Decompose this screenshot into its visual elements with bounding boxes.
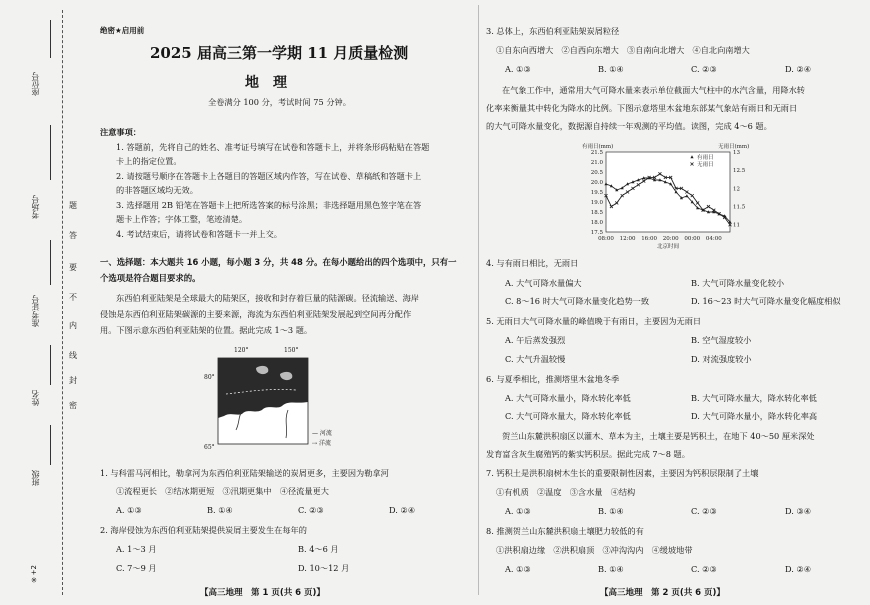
q7-choice-b[interactable]: B. ①④ xyxy=(598,506,624,516)
passage-line: 的大气可降水量变化，数据源自持续一年观测的平均值。读图，完成 4～6 题。 xyxy=(486,121,772,131)
exam-room-label: 考场号 xyxy=(31,195,40,219)
legend-label-2: 无雨日 xyxy=(697,162,714,168)
subject-title: 地 理 xyxy=(245,75,287,91)
q6-stem: 6. 与夏季相比，推测塔里木盆地冬季 xyxy=(486,374,620,384)
q4-choice-c[interactable]: C. 8～16 时大气可降水量变化趋势一致 xyxy=(505,296,650,306)
corner-note: ※+2 xyxy=(30,565,38,584)
notes-line: 题卡上作答；字体工整，笔迹清楚。 xyxy=(116,214,248,224)
passage-line: 东西伯利亚陆架是全球最大的陆架区，接收和封存着巨量的陆源碳。径流输送、海岸 xyxy=(116,293,419,303)
seal-char: 内 xyxy=(69,321,77,330)
q8-options: ①洪积扇边缘 ②洪积扇顶 ③冲沟沟内 ④缓坡地带 xyxy=(496,545,693,555)
q4-choice-d[interactable]: D. 16～23 时大气可降水量变化幅度相似 xyxy=(691,296,841,306)
q8-choice-b[interactable]: B. ①④ xyxy=(598,564,624,574)
q3-choice-b[interactable]: B. ①④ xyxy=(598,64,624,74)
y-right-tick-label: 13 xyxy=(733,150,740,156)
passage-line: 发育富含灰生腐殖钙的紫实钙积层。据此完成 7～8 题。 xyxy=(486,449,690,459)
q1-stem: 1. 与科雷马河相比，勒拿河为东西伯利亚陆架输送的炭屑更多，主要因为勒拿河 xyxy=(100,468,389,478)
seal-char: 线 xyxy=(69,351,77,360)
y-left-tick-label: 20.0 xyxy=(590,180,603,186)
y-left-tick-label: 17.5 xyxy=(590,230,603,236)
x-tick-label: 16:00 xyxy=(641,236,658,242)
notes-line: 3. 选择题用 2B 铅笔在答题卡上把所选答案的标号涂黑；非选择题用黑色签字笔在答 xyxy=(116,200,422,210)
q2-choice-d[interactable]: D. 10～12 月 xyxy=(298,563,350,573)
seal-char: 密 xyxy=(69,401,77,410)
section-heading: 一、选择题：本大题共 16 小题，每小题 3 分，共 48 分。在每小题给出的四个选项中，只有一 xyxy=(100,257,457,267)
x-tick-label: 20:00 xyxy=(662,236,679,242)
exam-room-blank[interactable] xyxy=(50,125,52,180)
notes-line: 1. 答题前，先将自己的姓名、准考证号填写在试卷和答题卡上，并将条形码粘贴在答题 xyxy=(116,142,430,152)
lat-label-80: 80° xyxy=(204,374,215,381)
q1-choice-a[interactable]: A. ①③ xyxy=(116,505,142,515)
precipitable-water-chart xyxy=(580,140,755,252)
y-left-tick-label: 18.5 xyxy=(590,210,603,216)
q8-stem: 8. 推测贺兰山东麓洪积扇土壤肥力较低的有 xyxy=(486,526,644,536)
q5-choice-b[interactable]: B. 空气湿度较小 xyxy=(691,335,752,345)
seal-char: 不 xyxy=(69,293,77,302)
siberia-shelf-map xyxy=(196,344,346,462)
x-tick-label: 12:00 xyxy=(619,236,636,242)
footer-left: 【高三地理 第 1 页(共 6 页)】 xyxy=(200,588,325,598)
q6-choice-d[interactable]: D. 大气可降水量小，降水转化率高 xyxy=(691,411,818,421)
q1-choice-c[interactable]: C. ②③ xyxy=(298,505,324,515)
x-tick-label: 04:00 xyxy=(705,236,722,242)
ticket-label: 准考证号 xyxy=(31,295,40,327)
y-left-tick-label: 18.0 xyxy=(590,220,603,226)
page-divider xyxy=(478,5,479,595)
legend-river: — 河流 xyxy=(312,430,332,437)
passage-line: 用。下图示意东西伯利亚陆架的位置。据此完成 1～3 题。 xyxy=(100,325,313,335)
y-left-axis-label: 有雨日(mm) xyxy=(582,144,614,150)
notes-heading: 注意事项： xyxy=(100,127,141,137)
q4-stem: 4. 与有雨日相比，无雨日 xyxy=(486,258,579,268)
y-right-axis-label: 无雨日(mm) xyxy=(718,144,750,150)
q6-choice-c[interactable]: C. 大气可降水量大，降水转化率低 xyxy=(505,411,631,421)
seal-line xyxy=(62,10,63,595)
chart-svg xyxy=(580,140,755,252)
class-label: 班级 xyxy=(31,470,40,486)
y-left-tick-label: 21.5 xyxy=(590,150,603,156)
y-right-tick-label: 12.5 xyxy=(733,168,746,175)
q5-choice-d[interactable]: D. 对流强度较小 xyxy=(691,354,752,364)
q5-choice-a[interactable]: A. 午后蒸发强烈 xyxy=(505,335,566,345)
class-blank[interactable] xyxy=(50,425,52,465)
x-axis-label: 北京时间 xyxy=(656,244,680,250)
q4-choice-a[interactable]: A. 大气可降水量偏大 xyxy=(505,278,582,288)
passage-line: 在气象工作中，通常用大气可降水量来表示单位截面大气柱中的水汽含量，用降水转 xyxy=(502,85,805,95)
q7-options: ①有机质 ②温度 ③含水量 ④结构 xyxy=(496,487,636,497)
ticket-blank[interactable] xyxy=(50,240,52,285)
legend-current: ⇢ 洋流 xyxy=(312,440,331,447)
seal-char: 题 xyxy=(69,201,77,210)
passage-line: 贺兰山东麓洪积扇区以灌木、草本为主，土壤主要是钙积土，在地下 40～50 厘米深处 xyxy=(502,431,815,441)
y-left-tick-label: 20.5 xyxy=(590,170,603,176)
q7-choice-d[interactable]: D. ③④ xyxy=(785,506,812,516)
legend-current-label: 洋流 xyxy=(318,440,331,447)
q4-choice-b[interactable]: B. 大气可降水量变化较小 xyxy=(691,278,785,288)
y-left-tick-label: 19.5 xyxy=(590,190,603,196)
q3-choice-a[interactable]: A. ①③ xyxy=(505,64,531,74)
seal-char: 答 xyxy=(69,231,77,240)
q1-choice-d[interactable]: D. ②④ xyxy=(389,505,416,515)
lon-label-150: 150° xyxy=(284,347,299,354)
seat-label: 座位号 xyxy=(31,72,40,96)
passage-line: 侵蚀是东西伯利亚陆架碳源的主要来源，海流为东西伯利亚陆架发展起到空间再分配作 xyxy=(100,309,412,319)
section-heading-cont: 个选项是符合题目要求的。 xyxy=(100,273,201,283)
notes-line: 4. 考试结束后，请将试卷和答题卡一并上交。 xyxy=(116,229,282,239)
q3-stem: 3. 总体上，东西伯利亚陆架炭屑粒径 xyxy=(486,26,620,36)
q8-choice-a[interactable]: A. ①③ xyxy=(505,564,531,574)
q1-options: ①流程更长 ②结冰期更短 ③汛期更集中 ④径流量更大 xyxy=(116,486,329,496)
q7-choice-a[interactable]: A. ①③ xyxy=(505,506,531,516)
page-title: 2025 届高三第一学期 11 月质量检测 xyxy=(150,44,409,62)
notes-line: 的非答题区域均无效。 xyxy=(116,185,198,195)
x-tick-label: 08:00 xyxy=(598,236,614,242)
name-label: 姓名 xyxy=(31,390,40,406)
score-note: 全卷满分 100 分，考试时间 75 分钟。 xyxy=(208,97,351,107)
y-left-tick-label: 21.0 xyxy=(590,160,603,166)
q2-choice-a[interactable]: A. 1～3 月 xyxy=(116,544,157,554)
notes-line: 2. 请按题号顺序在答题卡上各题目的答题区域内作答，写在试卷、草稿纸和答题卡上 xyxy=(116,171,422,181)
q6-choice-a[interactable]: A. 大气可降水量小，降水转化率低 xyxy=(505,393,631,403)
legend-river-label: 河流 xyxy=(319,430,332,437)
seat-blank[interactable] xyxy=(50,20,52,58)
q8-choice-d[interactable]: D. ②④ xyxy=(785,564,812,574)
q2-choice-b[interactable]: B. 4～6 月 xyxy=(298,544,339,554)
q8-choice-c[interactable]: C. ②③ xyxy=(691,564,717,574)
notes-line: 卡上的指定位置。 xyxy=(116,156,182,166)
seal-char: 要 xyxy=(69,263,77,272)
x-tick-label: 00:00 xyxy=(684,236,701,242)
q5-choice-c[interactable]: C. 大气升温较慢 xyxy=(505,354,566,364)
q5-stem: 5. 无雨日大气可降水量的峰值晚于有雨日，主要因为无雨日 xyxy=(486,316,702,326)
q3-choice-d[interactable]: D. ②④ xyxy=(785,64,812,74)
y-right-tick-label: 11 xyxy=(733,222,740,229)
legend-label-1: 有雨日 xyxy=(697,155,714,161)
secret-label: 绝密★启用前 xyxy=(100,26,145,35)
binding-margin xyxy=(0,0,95,605)
q3-options: ①自东向西增大 ②自西向东增大 ③自南向北增大 ④自北向南增大 xyxy=(496,45,750,55)
y-right-tick-label: 12 xyxy=(733,186,740,193)
lon-label-120: 120° xyxy=(234,347,249,354)
q2-choice-c[interactable]: C. 7～9 月 xyxy=(116,563,157,573)
lat-label-65: 65° xyxy=(204,444,215,451)
q7-choice-c[interactable]: C. ②③ xyxy=(691,506,717,516)
q1-choice-b[interactable]: B. ①④ xyxy=(207,505,233,515)
y-right-tick-label: 11.5 xyxy=(733,204,746,211)
name-blank[interactable] xyxy=(50,345,52,385)
q2-stem: 2. 海岸侵蚀为东西伯利亚陆架提供炭屑主要发生在每年的 xyxy=(100,525,307,535)
seal-char: 封 xyxy=(69,376,77,385)
q3-choice-c[interactable]: C. ②③ xyxy=(691,64,717,74)
footer-right: 【高三地理 第 2 页(共 6 页)】 xyxy=(600,588,725,598)
q6-choice-b[interactable]: B. 大气可降水量大，降水转化率低 xyxy=(691,393,817,403)
passage-line: 化率来衡量其中转化为降水的比例。下图示意塔里木盆地东部某气象站有雨日和无雨日 xyxy=(486,103,798,113)
y-left-tick-label: 19.0 xyxy=(590,200,603,206)
q7-stem: 7. 钙积土是洪积扇树木生长的重要限制性因素，主要因为钙积层限制了土壤 xyxy=(486,468,759,478)
